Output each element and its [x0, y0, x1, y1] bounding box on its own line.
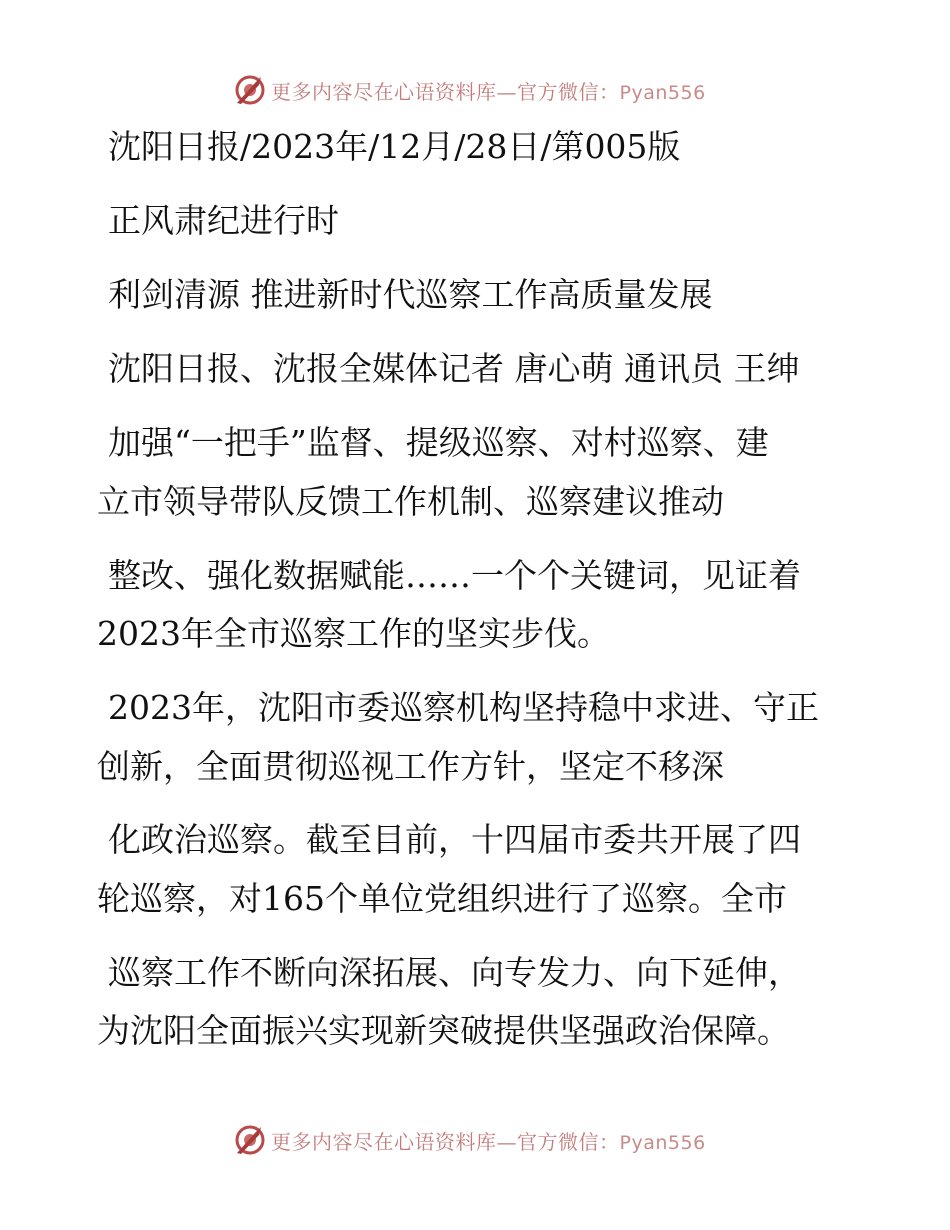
body-line: 轮巡察，对165个单位党组织进行了巡察。全市 — [97, 879, 787, 918]
watermark-header — [233, 72, 753, 108]
watermark-wechat-id: Pyan556 — [619, 81, 706, 104]
watermark-footer — [233, 1122, 753, 1158]
headline: 利剑清源 推进新时代巡察工作高质量发展 — [108, 275, 713, 314]
body-line: 2023年，沈阳市委巡察机构坚持稳中求进、守正 — [108, 688, 819, 727]
watermark-wechat-id: Pyan556 — [619, 1131, 706, 1154]
body-line: 整改、强化数据赋能……一个个关键词，见证着 — [108, 556, 801, 595]
body-line: 创新，全面贯彻巡视工作方针，坚定不移深 — [97, 747, 724, 786]
quill-logo-icon — [233, 1123, 267, 1157]
byline: 沈阳日报、沈报全媒体记者 唐心萌 通讯员 王绅 — [108, 349, 800, 388]
body-line: 巡察工作不断向深拓展、向专发力、向下延伸， — [108, 953, 801, 992]
body-line: 为沈阳全面振兴实现新突破提供坚强政治保障。 — [97, 1011, 790, 1050]
body-line: 加强“一把手”监督、提级巡察、对村巡察、建 — [108, 423, 769, 462]
source-line: 沈阳日报/2023年/12月/28日/第005版 — [108, 127, 681, 166]
column-title: 正风肃纪进行时 — [108, 201, 339, 240]
body-line: 化政治巡察。截至目前，十四届市委共开展了四 — [108, 820, 801, 859]
body-line: 立市领导带队反馈工作机制、巡察建议推动 — [97, 482, 724, 521]
watermark-text: 更多内容尽在心语资料库—官方微信：Pyan556 — [271, 79, 706, 104]
body-line: 2023年全市巡察工作的坚实步伐。 — [97, 614, 610, 653]
watermark-text: 更多内容尽在心语资料库—官方微信：Pyan556 — [271, 1129, 706, 1154]
quill-logo-icon — [233, 73, 267, 107]
